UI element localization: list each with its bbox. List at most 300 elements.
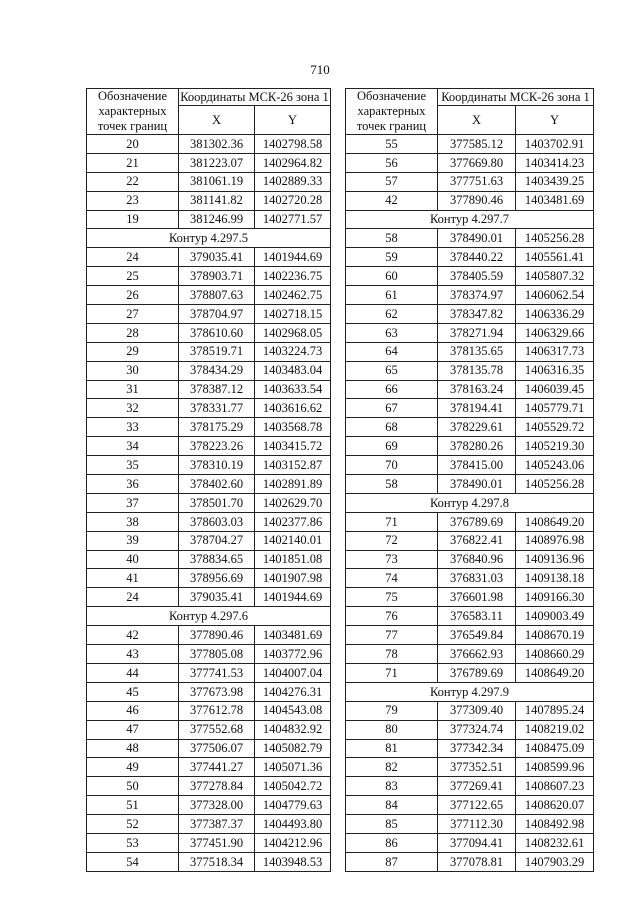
x-coordinate-cell: 377805.08 [179,645,255,664]
x-coordinate-cell: 377278.84 [179,777,255,796]
point-id-cell: 37 [87,493,179,512]
point-id-cell: 23 [87,191,179,210]
point-id-cell: 69 [346,437,438,456]
y-coordinate-cell: 1404779.63 [255,796,331,815]
y-column-header: Y [255,106,331,135]
table-row [87,342,331,361]
point-id-cell: 74 [346,569,438,588]
point-id-cell: 46 [87,701,179,720]
y-coordinate-cell: 1409166.30 [516,588,594,607]
point-id-cell: 24 [87,588,179,607]
x-coordinate-cell: 378175.29 [179,418,255,437]
point-id-cell: 75 [346,588,438,607]
x-coordinate-cell: 378440.22 [438,248,516,267]
point-id-cell: 48 [87,739,179,758]
x-coordinate-cell: 378374.97 [438,286,516,305]
x-coordinate-cell: 377328.00 [179,796,255,815]
table-row [346,305,594,324]
y-coordinate-cell: 1406317.73 [516,342,594,361]
point-id-cell: 35 [87,456,179,475]
table-row [87,512,331,531]
y-coordinate-cell: 1408620.07 [516,796,594,815]
y-coordinate-cell: 1404276.31 [255,682,331,701]
table-row [87,267,331,286]
contour-label: Контур 4.297.7 [346,210,594,229]
x-column-header: X [438,106,516,135]
contour-label: Контур 4.297.5 [87,229,331,248]
x-coordinate-cell: 376789.69 [438,512,516,531]
x-coordinate-cell: 376662.93 [438,645,516,664]
x-coordinate-cell: 376549.84 [438,626,516,645]
point-id-cell: 28 [87,323,179,342]
table-row [346,191,594,210]
x-coordinate-cell: 377890.46 [438,191,516,210]
y-coordinate-cell: 1402771.57 [255,210,331,229]
table-row [87,191,331,210]
point-id-cell: 71 [346,512,438,531]
y-coordinate-cell: 1405042.72 [255,777,331,796]
x-coordinate-cell: 377612.78 [179,701,255,720]
x-coordinate-cell: 378501.70 [179,493,255,512]
point-id-cell: 33 [87,418,179,437]
table-row [346,588,594,607]
point-id-cell: 81 [346,739,438,758]
y-coordinate-cell: 1403481.69 [516,191,594,210]
x-coordinate-cell: 378603.03 [179,512,255,531]
table-row [346,626,594,645]
y-coordinate-cell: 1406316.35 [516,361,594,380]
x-coordinate-cell: 377741.53 [179,663,255,682]
table-row [87,796,331,815]
y-coordinate-cell: 1405807.32 [516,267,594,286]
point-id-cell: 70 [346,456,438,475]
point-id-cell: 86 [346,833,438,852]
table-row [346,531,594,550]
point-column-header: Обозначение характерных точек границ [346,89,438,135]
y-coordinate-cell: 1404212.96 [255,833,331,852]
point-id-cell: 51 [87,796,179,815]
x-coordinate-cell: 378490.01 [438,475,516,494]
point-id-cell: 82 [346,758,438,777]
y-coordinate-cell: 1409136.96 [516,550,594,569]
x-coordinate-cell: 378229.61 [438,418,516,437]
table-row [87,758,331,777]
point-id-cell: 84 [346,796,438,815]
table-row [346,852,594,871]
y-coordinate-cell: 1403633.54 [255,380,331,399]
table-row [87,852,331,871]
x-coordinate-cell: 378387.12 [179,380,255,399]
y-coordinate-cell: 1402236.75 [255,267,331,286]
x-coordinate-cell: 378347.82 [438,305,516,324]
table-row [346,569,594,588]
table-row [87,569,331,588]
y-coordinate-cell: 1408670.19 [516,626,594,645]
x-coordinate-cell: 377890.46 [179,626,255,645]
x-coordinate-cell: 377309.40 [438,701,516,720]
x-coordinate-cell: 377122.65 [438,796,516,815]
point-id-cell: 19 [87,210,179,229]
x-coordinate-cell: 378402.60 [179,475,255,494]
x-coordinate-cell: 378163.24 [438,380,516,399]
table-row [87,153,331,172]
table-row [346,512,594,531]
y-coordinate-cell: 1403415.72 [255,437,331,456]
y-coordinate-cell: 1407903.29 [516,852,594,871]
y-coordinate-cell: 1402140.01 [255,531,331,550]
y-coordinate-cell: 1405082.79 [255,739,331,758]
x-coordinate-cell: 377269.41 [438,777,516,796]
y-coordinate-cell: 1402462.75 [255,286,331,305]
x-coordinate-cell: 378280.26 [438,437,516,456]
table-row [87,323,331,342]
point-id-cell: 57 [346,172,438,191]
x-coordinate-cell: 376583.11 [438,607,516,626]
y-coordinate-cell: 1403481.69 [255,626,331,645]
y-coordinate-cell: 1402891.89 [255,475,331,494]
point-id-cell: 59 [346,248,438,267]
table-row [87,550,331,569]
point-id-cell: 32 [87,399,179,418]
y-coordinate-cell: 1402377.86 [255,512,331,531]
table-row [87,361,331,380]
y-coordinate-cell: 1408649.20 [516,512,594,531]
table-row [346,418,594,437]
right-table-body [346,135,594,872]
point-id-cell: 50 [87,777,179,796]
x-coordinate-cell: 378434.29 [179,361,255,380]
x-coordinate-cell: 381061.19 [179,172,255,191]
table-row [87,682,331,701]
y-coordinate-cell: 1408219.02 [516,720,594,739]
table-row [87,380,331,399]
x-coordinate-cell: 376789.69 [438,663,516,682]
table-row [346,815,594,834]
y-coordinate-cell: 1402889.33 [255,172,331,191]
point-id-cell: 54 [87,852,179,871]
y-coordinate-cell: 1403702.91 [516,135,594,154]
point-id-cell: 30 [87,361,179,380]
point-column-header: Обозначение характерных точек границ [87,89,179,135]
x-coordinate-cell: 376822.41 [438,531,516,550]
point-id-cell: 26 [87,286,179,305]
y-coordinate-cell: 1404007.04 [255,663,331,682]
table-row [346,796,594,815]
table-row [87,305,331,324]
point-id-cell: 73 [346,550,438,569]
x-coordinate-cell: 377094.41 [438,833,516,852]
x-coordinate-cell: 377669.80 [438,153,516,172]
x-coordinate-cell: 378956.69 [179,569,255,588]
y-coordinate-cell: 1403414.23 [516,153,594,172]
x-coordinate-cell: 377324.74 [438,720,516,739]
contour-heading-row [346,210,594,229]
contour-label: Контур 4.297.9 [346,682,594,701]
table-row [87,626,331,645]
y-coordinate-cell: 1402964.82 [255,153,331,172]
x-coordinate-cell: 381302.36 [179,135,255,154]
x-coordinate-cell: 378135.65 [438,342,516,361]
x-coordinate-cell: 381246.99 [179,210,255,229]
point-id-cell: 42 [346,191,438,210]
table-row [87,399,331,418]
table-row [346,267,594,286]
point-id-cell: 24 [87,248,179,267]
table-row [346,758,594,777]
x-coordinate-cell: 379035.41 [179,248,255,267]
x-coordinate-cell: 378807.63 [179,286,255,305]
y-coordinate-cell: 1403616.62 [255,399,331,418]
point-id-cell: 47 [87,720,179,739]
y-coordinate-cell: 1401944.69 [255,248,331,267]
x-coordinate-cell: 377342.34 [438,739,516,758]
y-coordinate-cell: 1405243.06 [516,456,594,475]
point-id-cell: 77 [346,626,438,645]
x-coordinate-cell: 381141.82 [179,191,255,210]
point-id-cell: 60 [346,267,438,286]
x-coordinate-cell: 377552.68 [179,720,255,739]
y-coordinate-cell: 1406329.66 [516,323,594,342]
point-id-cell: 83 [346,777,438,796]
x-coordinate-cell: 378490.01 [438,229,516,248]
table-row [87,493,331,512]
table-row [87,701,331,720]
y-coordinate-cell: 1405219.30 [516,437,594,456]
x-coordinate-cell: 377451.90 [179,833,255,852]
y-coordinate-cell: 1408475.09 [516,739,594,758]
x-coordinate-cell: 378331.77 [179,399,255,418]
x-coordinate-cell: 377352.51 [438,758,516,777]
y-coordinate-cell: 1408649.20 [516,663,594,682]
x-coordinate-cell: 378310.19 [179,456,255,475]
table-row [346,701,594,720]
point-id-cell: 34 [87,437,179,456]
point-id-cell: 58 [346,229,438,248]
y-coordinate-cell: 1405256.28 [516,229,594,248]
contour-label: Контур 4.297.6 [87,607,331,626]
y-coordinate-cell: 1405529.72 [516,418,594,437]
y-coordinate-cell: 1403568.78 [255,418,331,437]
x-coordinate-cell: 377387.37 [179,815,255,834]
point-id-cell: 80 [346,720,438,739]
table-row [87,456,331,475]
x-coordinate-cell: 378194.41 [438,399,516,418]
table-row [87,531,331,550]
y-coordinate-cell: 1409003.49 [516,607,594,626]
y-column-header: Y [516,106,594,135]
y-coordinate-cell: 1408607.23 [516,777,594,796]
point-id-cell: 29 [87,342,179,361]
point-id-cell: 43 [87,645,179,664]
y-coordinate-cell: 1408492.98 [516,815,594,834]
y-coordinate-cell: 1402629.70 [255,493,331,512]
x-coordinate-cell: 378405.59 [438,267,516,286]
point-id-cell: 65 [346,361,438,380]
table-row [346,172,594,191]
table-row [346,663,594,682]
y-coordinate-cell: 1407895.24 [516,701,594,720]
y-coordinate-cell: 1403439.25 [516,172,594,191]
y-coordinate-cell: 1402720.28 [255,191,331,210]
table-row [87,815,331,834]
point-id-cell: 71 [346,663,438,682]
y-coordinate-cell: 1405256.28 [516,475,594,494]
left-coordinates-table [86,88,331,872]
point-id-cell: 36 [87,475,179,494]
contour-heading-row [87,607,331,626]
table-row [346,777,594,796]
x-coordinate-cell: 378834.65 [179,550,255,569]
x-coordinate-cell: 379035.41 [179,588,255,607]
point-id-cell: 42 [87,626,179,645]
point-id-cell: 68 [346,418,438,437]
coordinates-group-header: Координаты МСК-26 зона 1 [180,89,329,104]
table-row [346,361,594,380]
table-row [346,342,594,361]
table-row [346,153,594,172]
right-coordinates-table [345,88,594,872]
x-coordinate-cell: 376840.96 [438,550,516,569]
x-coordinate-cell: 377673.98 [179,682,255,701]
x-coordinate-cell: 377585.12 [438,135,516,154]
table-row [87,437,331,456]
y-coordinate-cell: 1408232.61 [516,833,594,852]
table-row [346,739,594,758]
point-id-cell: 64 [346,342,438,361]
x-coordinate-cell: 378415.00 [438,456,516,475]
x-coordinate-cell: 377441.27 [179,758,255,777]
table-row [87,172,331,191]
y-coordinate-cell: 1406062.54 [516,286,594,305]
x-coordinate-cell: 378610.60 [179,323,255,342]
point-id-cell: 31 [87,380,179,399]
point-id-cell: 25 [87,267,179,286]
x-coordinate-cell: 378223.26 [179,437,255,456]
left-table-body [87,135,331,872]
table-row [87,135,331,154]
x-coordinate-cell: 377078.81 [438,852,516,871]
table-row [346,475,594,494]
x-coordinate-cell: 378135.78 [438,361,516,380]
point-id-cell: 56 [346,153,438,172]
point-id-cell: 44 [87,663,179,682]
x-coordinate-cell: 377518.34 [179,852,255,871]
point-id-cell: 22 [87,172,179,191]
table-row [346,607,594,626]
y-coordinate-cell: 1405071.36 [255,758,331,777]
x-coordinate-cell: 378704.97 [179,305,255,324]
table-row [87,588,331,607]
x-coordinate-cell: 381223.07 [179,153,255,172]
table-row [87,248,331,267]
contour-label: Контур 4.297.8 [346,493,594,512]
page-number: 710 [310,62,330,77]
contour-heading-row [346,682,594,701]
point-id-cell: 78 [346,645,438,664]
y-coordinate-cell: 1409138.18 [516,569,594,588]
point-id-cell: 76 [346,607,438,626]
y-coordinate-cell: 1406039.45 [516,380,594,399]
point-id-cell: 67 [346,399,438,418]
x-coordinate-cell: 378519.71 [179,342,255,361]
table-row [346,323,594,342]
table-row [87,720,331,739]
table-row [346,135,594,154]
table-row [87,777,331,796]
point-id-cell: 38 [87,512,179,531]
x-coordinate-cell: 378903.71 [179,267,255,286]
point-id-cell: 55 [346,135,438,154]
point-id-cell: 52 [87,815,179,834]
point-id-cell: 61 [346,286,438,305]
table-row [346,248,594,267]
y-coordinate-cell: 1404832.92 [255,720,331,739]
y-coordinate-cell: 1403772.96 [255,645,331,664]
point-id-cell: 79 [346,701,438,720]
table-row [346,399,594,418]
y-coordinate-cell: 1402968.05 [255,323,331,342]
y-coordinate-cell: 1406336.29 [516,305,594,324]
x-coordinate-cell: 377751.63 [438,172,516,191]
table-row [346,229,594,248]
table-row [87,833,331,852]
table-row [87,210,331,229]
y-coordinate-cell: 1403224.73 [255,342,331,361]
x-coordinate-cell: 376601.98 [438,588,516,607]
x-coordinate-cell: 378271.94 [438,323,516,342]
y-coordinate-cell: 1401907.98 [255,569,331,588]
y-coordinate-cell: 1401851.08 [255,550,331,569]
table-row [346,456,594,475]
table-row [87,663,331,682]
table-row [346,720,594,739]
x-column-header: X [179,106,255,135]
y-coordinate-cell: 1405779.71 [516,399,594,418]
table-row [87,645,331,664]
table-row [87,739,331,758]
point-id-cell: 39 [87,531,179,550]
point-id-cell: 27 [87,305,179,324]
point-id-cell: 53 [87,833,179,852]
point-id-cell: 63 [346,323,438,342]
table-row [346,645,594,664]
y-coordinate-cell: 1408660.29 [516,645,594,664]
table-row [87,418,331,437]
y-coordinate-cell: 1408976.98 [516,531,594,550]
point-id-cell: 40 [87,550,179,569]
x-coordinate-cell: 378704.27 [179,531,255,550]
y-coordinate-cell: 1408599.96 [516,758,594,777]
x-coordinate-cell: 377506.07 [179,739,255,758]
table-row [346,437,594,456]
table-row [346,286,594,305]
point-id-cell: 49 [87,758,179,777]
point-id-cell: 21 [87,153,179,172]
point-id-cell: 20 [87,135,179,154]
y-coordinate-cell: 1402718.15 [255,305,331,324]
x-coordinate-cell: 377112.30 [438,815,516,834]
table-row [87,475,331,494]
point-id-cell: 72 [346,531,438,550]
y-coordinate-cell: 1403152.87 [255,456,331,475]
point-id-cell: 66 [346,380,438,399]
y-coordinate-cell: 1405561.41 [516,248,594,267]
table-row [346,833,594,852]
point-id-cell: 58 [346,475,438,494]
contour-heading-row [87,229,331,248]
point-id-cell: 87 [346,852,438,871]
point-id-cell: 45 [87,682,179,701]
